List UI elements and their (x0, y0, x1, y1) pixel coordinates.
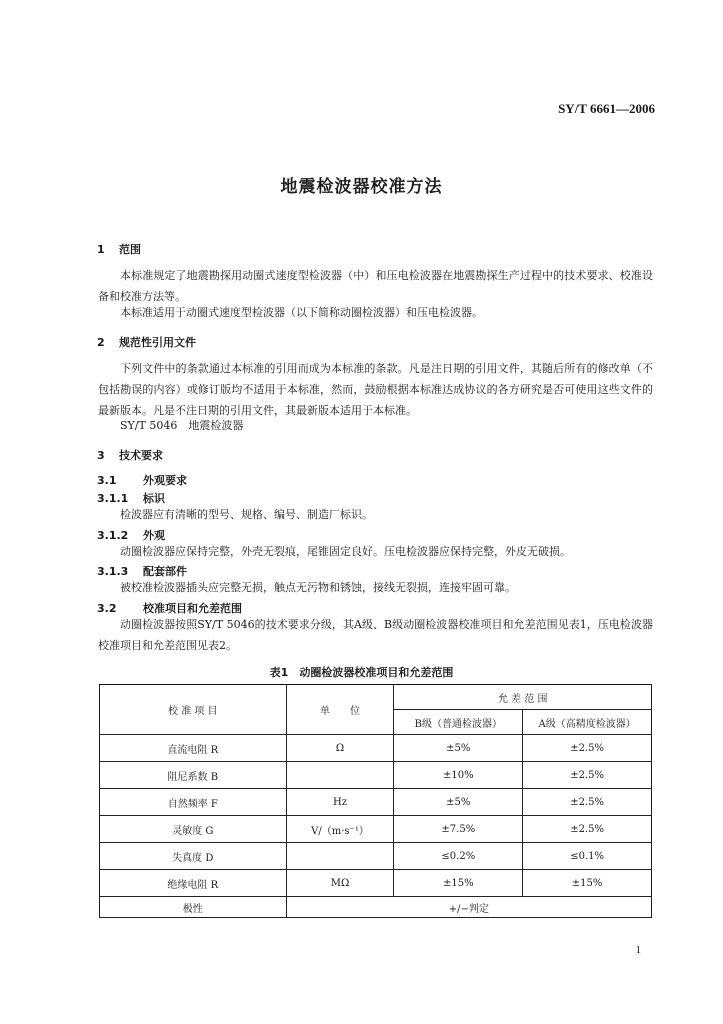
row-b-value: ±5% (394, 735, 523, 762)
section-3-1-2-text: 动圈检波器应保持完整，外壳无裂痕，尾锥固定良好。压电检波器应保持完整，外皮无破损。 (120, 545, 571, 558)
row-a-value: ≤0.1% (523, 843, 652, 870)
table-row (100, 870, 652, 897)
header-unit: 单 位 (286, 685, 394, 735)
section-2-heading (97, 334, 196, 350)
row-a-value: ±2.5% (523, 816, 652, 843)
header-a-grade: A级（高精度检波器） (523, 710, 652, 735)
row-a-value: ±2.5% (523, 789, 652, 816)
section-2-reference: SY/T 5046 地震检波器 (120, 419, 244, 432)
table-row (100, 843, 652, 870)
section-number: 3.1.2 (97, 529, 129, 542)
row-b-value: ±10% (394, 762, 523, 789)
section-title: 范围 (119, 243, 141, 256)
section-number: 3.1 (97, 474, 117, 487)
table-row (100, 816, 652, 843)
row-item: 直流电阻 R (100, 735, 287, 762)
table-1 (99, 684, 652, 918)
row-b-value: ±7.5% (394, 816, 523, 843)
section-3-1-heading (97, 472, 187, 488)
section-title: 外观 (143, 529, 165, 542)
section-title: 校准项目和允差范围 (143, 602, 242, 615)
row-item: 自然频率 F (100, 789, 287, 816)
row-b-value: ±5% (394, 789, 523, 816)
table-row (100, 735, 652, 762)
section-3-2-text: 动圈检波器按照SY/T 5046的技术要求分级，其A级、B级动圈检波器校准项目和允差范围见表1，压电检波器校准项目和允差范围见表2。 (98, 618, 653, 652)
row-b-value: ≤0.2% (394, 843, 523, 870)
row-item: 绝缘电阻 R (100, 870, 287, 897)
row-unit: MΩ (286, 870, 394, 897)
standard-code: SY/T 6661—2006 (558, 101, 655, 116)
section-number: 3.1.1 (97, 492, 129, 505)
row-item: 失真度 D (100, 843, 287, 870)
section-title: 外观要求 (143, 474, 187, 487)
row-item: 阻尼系数 B (100, 762, 287, 789)
section-title: 配套部件 (143, 565, 187, 578)
row-item: 灵敏度 G (100, 816, 287, 843)
section-1-paragraph-1: 本标准规定了地震勘探用动圈式速度型检波器（中）和压电检波器在地震勘探生产过程中的技术要求、校准设备和校准方法等。 (98, 269, 653, 303)
section-3-1-3-text: 被校准检波器插头应完整无损，触点无污物和锈蚀，接线无裂损，连接牢固可靠。 (120, 581, 516, 594)
row-a-value: ±15% (523, 870, 652, 897)
row-unit (286, 843, 394, 870)
row-unit: Ω (286, 735, 394, 762)
row-item: 极性 (100, 897, 287, 918)
section-title: 技术要求 (119, 449, 163, 462)
section-1-paragraph-2: 本标准适用于动圈式速度型检波器（以下简称动圈检波器）和压电检波器。 (120, 306, 483, 319)
section-number: 3 (97, 449, 105, 462)
table-row (100, 789, 652, 816)
section-3-heading (97, 447, 163, 463)
section-1-heading (97, 241, 141, 257)
row-b-value: ±15% (394, 870, 523, 897)
document-title: 地震检波器校准方法 (280, 177, 443, 197)
section-3-1-1-text: 检波器应有清晰的型号、规格、编号、制造厂标识。 (120, 508, 373, 521)
header-tolerance: 允 差 范 围 (394, 685, 652, 710)
section-number: 2 (97, 336, 105, 349)
section-2-paragraph-1: 下列文件中的条款通过本标准的引用而成为本标准的条款。凡是注日期的引用文件，其随后所有的修改单（不包括勘误的内容）或修订版均不适用于本标准，然而，鼓励根据本标准达成协议的各方研究是否可使用这些文件的最新版本。凡是不注日期的引用文件，其最新版本适用于本标准。 (98, 362, 653, 417)
section-number: 3.1.3 (97, 565, 129, 578)
table-row (100, 897, 652, 918)
row-unit: V/（m·s⁻¹） (286, 816, 394, 843)
section-number: 1 (97, 243, 105, 256)
row-a-value: ±2.5% (523, 735, 652, 762)
section-title: 标识 (143, 492, 165, 505)
section-title: 规范性引用文件 (119, 336, 196, 349)
table-row (100, 762, 652, 789)
page-number: 1 (635, 944, 641, 956)
row-unit (286, 762, 394, 789)
header-item: 校 准 项 目 (100, 685, 287, 735)
row-a-value: ±2.5% (523, 762, 652, 789)
header-b-grade: B级（普通检波器） (394, 710, 523, 735)
table-1-caption: 表1 动圈检波器校准项目和允差范围 (269, 666, 454, 679)
row-unit: Hz (286, 789, 394, 816)
section-number: 3.2 (97, 602, 117, 615)
row-polarity-value: +/−判定 (286, 897, 651, 918)
